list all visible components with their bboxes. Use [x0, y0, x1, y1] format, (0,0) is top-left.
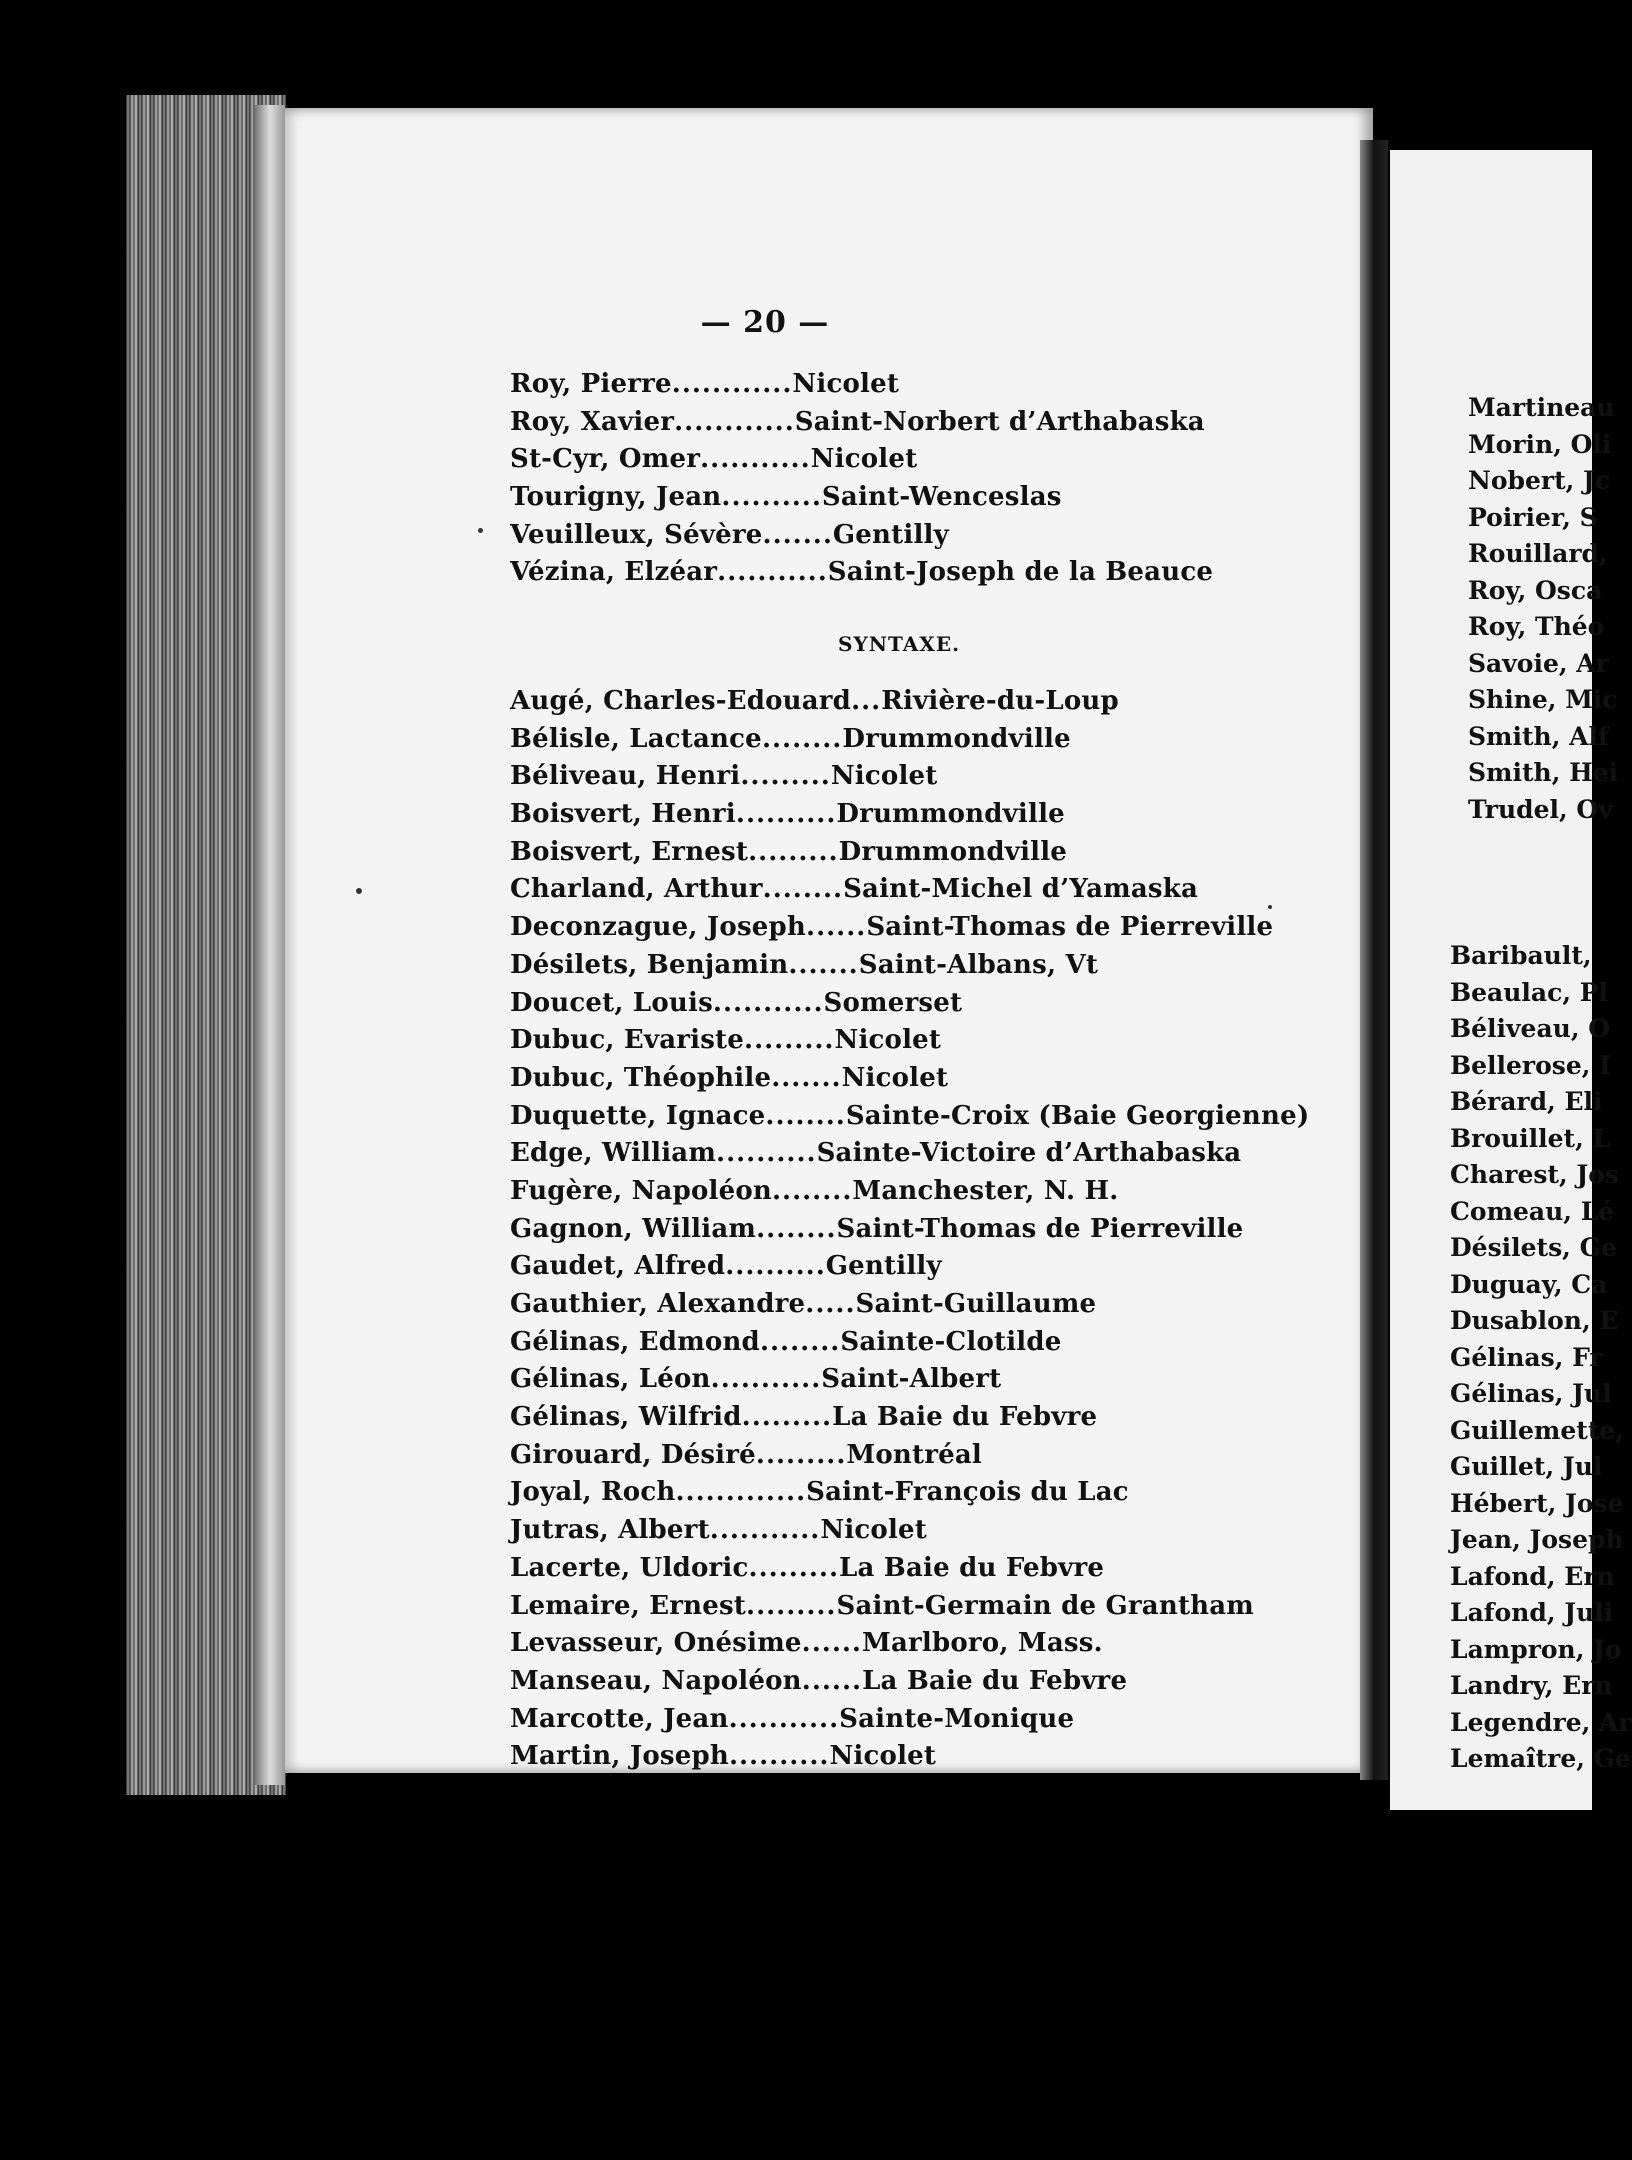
entry-leader-dots: .........	[755, 1439, 847, 1470]
entry-place: La Baie du Febvre	[862, 1665, 1128, 1696]
entry-row	[510, 909, 1309, 947]
page-edge-highlight	[255, 105, 285, 1785]
entry-place: Drummondville	[838, 836, 1068, 867]
entry-name: Veuilleux, Sévère	[510, 519, 763, 550]
entry-row	[510, 1211, 1309, 1249]
entry-leader-dots: ...........	[710, 1364, 822, 1395]
entry-row	[510, 1512, 1309, 1550]
entry-name: Joyal, Roch	[510, 1477, 676, 1508]
entry-leader-dots: .....	[805, 1289, 856, 1319]
entry-place: Saint-Wenceslas	[821, 482, 1062, 513]
entry-name: Lacerte, Uldoric	[510, 1552, 749, 1583]
entry-place: Saint-Norbert d’Arthabaska	[794, 406, 1205, 437]
entry-name: Béliveau, Henri	[510, 761, 741, 792]
right-page-entry: Poirier, S	[1468, 502, 1598, 532]
right-page-bottom-list	[1450, 938, 1632, 1778]
right-page-entry: Lampron, Jo	[1450, 1634, 1622, 1664]
entry-name: Edge, William	[510, 1138, 717, 1169]
entry-place: Manchester, N. H.	[852, 1175, 1119, 1206]
right-page-entry: Trudel, Ov	[1468, 794, 1613, 824]
top-entry-list	[510, 366, 1213, 592]
right-page-entry: Charest, Jos	[1450, 1160, 1619, 1189]
right-page-entry: Roy, Théo	[1468, 612, 1605, 641]
right-page-entry: Dusablon, E	[1450, 1306, 1619, 1335]
entry-leader-dots: .............	[675, 1477, 807, 1508]
entry-row	[510, 1625, 1309, 1663]
entry-name: St-Cyr, Omer	[510, 444, 701, 475]
entry-name: Augé, Charles-Edouard	[510, 686, 852, 716]
entry-leader-dots: ..........	[735, 799, 837, 830]
right-page-entry: Landry, Ern	[1450, 1671, 1613, 1700]
entry-leader-dots: ............	[674, 406, 795, 437]
entry-leader-dots: .......	[788, 949, 859, 980]
right-page-top-list	[1468, 390, 1618, 828]
entry-row	[510, 517, 1213, 555]
page-number: — 20 —	[700, 305, 830, 340]
right-page-entry: Gélinas, Fr	[1450, 1342, 1603, 1372]
entry-leader-dots: ........	[762, 874, 844, 905]
right-page-entry: Smith, Hei	[1468, 758, 1619, 787]
entry-row	[510, 871, 1309, 909]
entry-place: Sainte-Clotilde	[840, 1326, 1062, 1357]
entry-leader-dots: ........	[771, 1175, 853, 1206]
entry-name: Doucet, Louis	[510, 987, 713, 1018]
right-page-entry: Martineau	[1468, 393, 1615, 422]
entry-leader-dots: ...........	[712, 987, 824, 1018]
entry-leader-dots: ...	[851, 686, 882, 716]
right-page-entry: Beaulac, Pl	[1450, 977, 1609, 1007]
right-page-entry: Roy, Osca	[1468, 575, 1603, 605]
entry-place: Nicolet	[810, 444, 918, 475]
right-page-entry: Baribault,	[1450, 941, 1592, 970]
entry-place: Montréal	[846, 1439, 982, 1470]
entry-row	[510, 441, 1213, 479]
entry-name: Martin, Joseph	[510, 1741, 729, 1772]
right-page-entry: Bérard, Eli	[1450, 1087, 1603, 1116]
right-page-entry: Hébert, Jose	[1450, 1488, 1624, 1518]
entry-name: Charland, Arthur	[510, 874, 763, 905]
entry-leader-dots: ...........	[728, 1703, 840, 1734]
entry-place: Saint-Thomas de Pierreville	[866, 912, 1274, 943]
entry-place: Saint-Guillaume	[855, 1289, 1097, 1319]
entry-row	[510, 1060, 1309, 1098]
entry-row	[510, 1173, 1309, 1211]
entry-name: Marcotte, Jean	[510, 1703, 729, 1734]
entry-row	[510, 1361, 1309, 1399]
right-page-entry: Brouillet, L	[1450, 1123, 1611, 1153]
entry-row	[510, 1663, 1309, 1701]
entry-place: Saint-Michel d’Yamaska	[843, 874, 1199, 905]
entry-name: Jutras, Albert	[510, 1515, 710, 1546]
entry-place: Saint-Albans, Vt	[858, 949, 1099, 980]
entry-name: Levasseur, Onésime	[510, 1628, 802, 1659]
entry-name: Deconzague, Joseph	[510, 912, 807, 943]
entry-leader-dots: ........	[759, 1326, 841, 1357]
entry-row	[510, 404, 1213, 442]
right-page-entry: Désilets, Ge	[1450, 1233, 1617, 1262]
right-page-entry: Jean, Joseph	[1450, 1525, 1624, 1554]
entry-place: Marlboro, Mass.	[861, 1628, 1103, 1659]
entry-name: Girouard, Désiré	[510, 1439, 756, 1470]
entry-place: Saint-Albert	[821, 1364, 1002, 1395]
entry-leader-dots: .......	[771, 1062, 842, 1093]
entry-leader-dots: ......	[806, 912, 867, 943]
entry-leader-dots: .......	[762, 519, 833, 550]
entry-leader-dots: .........	[744, 1025, 835, 1056]
entry-row	[510, 554, 1213, 592]
entry-leader-dots: ..........	[716, 1138, 817, 1169]
entry-row	[510, 1474, 1309, 1512]
right-page-entry: Guillet, Jul	[1450, 1452, 1603, 1481]
entry-leader-dots: ..........	[728, 1741, 830, 1772]
entry-name: Dubuc, Evariste	[510, 1025, 745, 1056]
entry-name: Lemaire, Ernest	[510, 1590, 747, 1621]
entry-name: Gauthier, Alexandre	[510, 1289, 806, 1319]
entry-place: Nicolet	[829, 1741, 937, 1772]
entry-leader-dots: ...........	[717, 557, 828, 588]
entry-place: Sainte-Victoire d’Arthabaska	[816, 1138, 1242, 1169]
syntaxe-entry-list	[510, 683, 1309, 1776]
entry-place: Nicolet	[834, 1025, 942, 1056]
entry-name: Duquette, Ignace	[510, 1100, 766, 1131]
right-page-entry: Savoie, Ar	[1468, 648, 1609, 678]
entry-leader-dots: .........	[748, 836, 839, 867]
right-page-entry: Duguay, Ca	[1450, 1269, 1608, 1299]
entry-place: Sainte-Croix (Baie Georgienne)	[845, 1100, 1310, 1131]
entry-row	[510, 1701, 1309, 1739]
entry-name: Manseau, Napoléon	[510, 1665, 802, 1696]
entry-leader-dots: .........	[748, 1552, 840, 1583]
right-page-entry: Morin, Oli	[1468, 429, 1612, 459]
entry-place: Nicolet	[820, 1515, 928, 1546]
entry-place: Rivière-du-Loup	[881, 686, 1119, 716]
entry-row	[510, 758, 1309, 796]
entry-place: Sainte-Monique	[839, 1703, 1075, 1734]
entry-place: Somerset	[823, 987, 963, 1018]
entry-row	[510, 1588, 1309, 1626]
entry-leader-dots: ........	[761, 723, 843, 754]
entry-row	[510, 1399, 1309, 1437]
entry-place: La Baie du Febvre	[839, 1552, 1105, 1583]
entry-leader-dots: .........	[746, 1590, 837, 1621]
entry-leader-dots: ..........	[721, 482, 822, 513]
right-page-entry: Rouillard,	[1468, 539, 1608, 568]
ink-speck	[356, 888, 362, 894]
entry-row	[510, 1550, 1309, 1588]
entry-name: Roy, Xavier	[510, 406, 675, 437]
entry-name: Gélinas, Wilfrid	[510, 1402, 742, 1433]
entry-name: Boisvert, Henri	[510, 799, 736, 830]
entry-row	[510, 985, 1309, 1023]
entry-place: Drummondville	[836, 799, 1065, 830]
entry-row	[510, 1135, 1309, 1173]
right-page	[1390, 150, 1632, 1810]
entry-row	[510, 1738, 1309, 1776]
entry-name: Gagnon, William	[510, 1213, 757, 1244]
right-page-entry: Béliveau, O	[1450, 1014, 1611, 1043]
entry-place: Nicolet	[792, 369, 900, 399]
right-page-entry: Bellerose, I	[1450, 1050, 1611, 1080]
right-page-entry: Nobert, Jc	[1468, 466, 1611, 495]
entry-row	[510, 1098, 1309, 1136]
entry-row	[510, 1022, 1309, 1060]
right-page-entry: Shine, Mic	[1468, 685, 1618, 714]
entry-place: La Baie du Febvre	[832, 1402, 1098, 1433]
entry-leader-dots: ......	[801, 1628, 862, 1659]
entry-name: Fugère, Napoléon	[510, 1175, 772, 1206]
book-gutter	[1360, 140, 1388, 1780]
ink-speck	[478, 528, 483, 533]
entry-name: Boisvert, Ernest	[510, 836, 749, 867]
entry-leader-dots: ...........	[700, 444, 811, 475]
right-page-entry: Guillemette,	[1450, 1415, 1624, 1445]
entry-row	[510, 1324, 1309, 1362]
right-page-entry: Lafond, Juli	[1450, 1598, 1614, 1627]
entry-name: Désilets, Benjamin	[510, 949, 789, 980]
entry-leader-dots: ..........	[725, 1251, 826, 1282]
entry-name: Dubuc, Théophile	[510, 1062, 772, 1093]
entry-name: Roy, Pierre	[510, 369, 672, 399]
entry-place: Saint-Joseph de la Beauce	[827, 557, 1214, 588]
entry-row	[510, 947, 1309, 985]
entry-leader-dots: ........	[765, 1100, 846, 1131]
entry-place: Drummondville	[842, 723, 1071, 754]
entry-row	[510, 683, 1309, 721]
entry-place: Saint-François du Lac	[806, 1477, 1129, 1508]
right-page-entry: Lemaître, Ge	[1450, 1744, 1631, 1773]
entry-leader-dots: ......	[801, 1665, 863, 1696]
entry-name: Tourigny, Jean	[510, 482, 722, 513]
right-page-entry: Comeau, Lé	[1450, 1196, 1615, 1226]
entry-place: Nicolet	[841, 1062, 949, 1093]
entry-name: Vézina, Elzéar	[510, 557, 718, 588]
entry-row	[510, 1248, 1309, 1286]
entry-name: Gélinas, Léon	[510, 1364, 711, 1395]
entry-name: Bélisle, Lactance	[510, 723, 762, 754]
entry-row	[510, 796, 1309, 834]
entry-row	[510, 834, 1309, 872]
entry-place: Saint-Thomas de Pierreville	[836, 1213, 1244, 1244]
entry-leader-dots: ........	[756, 1213, 837, 1244]
ink-speck	[1268, 905, 1272, 909]
entry-place: Nicolet	[830, 761, 938, 792]
entry-place: Gentilly	[825, 1251, 942, 1282]
right-page-entry: Gélinas, Jul	[1450, 1379, 1612, 1408]
entry-place: Gentilly	[832, 519, 949, 550]
entry-leader-dots: .........	[740, 761, 831, 792]
entry-leader-dots: ............	[671, 369, 793, 399]
right-page-entry: Legendre, Ar	[1450, 1707, 1632, 1737]
right-page-entry: Lafond, Ern	[1450, 1561, 1615, 1591]
entry-place: Saint-Germain de Grantham	[836, 1590, 1255, 1621]
entry-row	[510, 1437, 1309, 1475]
entry-leader-dots: .........	[741, 1402, 833, 1433]
entry-row	[510, 721, 1309, 759]
section-heading: SYNTAXE.	[838, 632, 961, 656]
entry-leader-dots: ...........	[709, 1515, 821, 1546]
entry-name: Gélinas, Edmond	[510, 1326, 760, 1357]
entry-name: Gaudet, Alfred	[510, 1251, 726, 1282]
entry-row	[510, 479, 1213, 517]
entry-row	[510, 1286, 1309, 1324]
right-page-entry: Smith, Alf	[1468, 721, 1609, 751]
entry-row	[510, 366, 1213, 404]
